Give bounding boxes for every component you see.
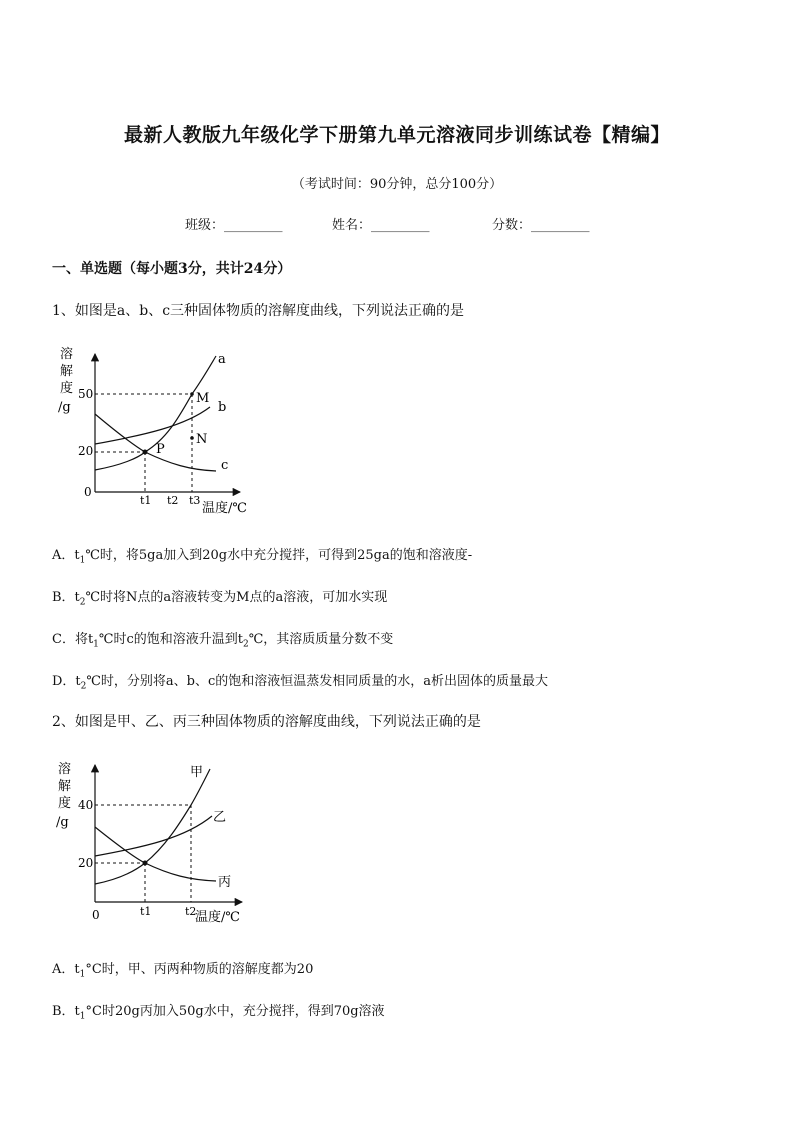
question-2-stem: 2、如图是甲、乙、丙三种固体物质的溶解度曲线，下列说法正确的是 [52,714,481,730]
page-title: 最新人教版九年级化学下册第九单元溶液同步训练试卷【精编】 [123,124,670,146]
y-label-2: 解 [60,364,74,379]
q1-option-a[interactable]: A．$t_1℃$时，将5ga加入到20g水中充分搅拌，可得到25ga的饱和溶液度- [52,548,473,566]
q1-option-c[interactable]: C．将$t_1℃$时c的饱和溶液升温到$t_2℃$，其溶质质量分数不变 [52,632,394,650]
y-tick-20: 20 [78,856,94,870]
solubility-chart-2 [50,755,265,935]
y-label-1: 溶 [58,762,72,777]
y-tick-20: 20 [78,444,94,458]
section-heading: 一、单选题（每小题3分，共计24分） [52,261,292,277]
curve-a-label: a [218,352,226,367]
x-axis-label: 温度/℃ [195,910,240,925]
solubility-chart-1 [50,340,265,520]
x-tick-t2: t2 [167,494,179,507]
x-tick-t1: t1 [140,905,152,918]
y-tick-0: 0 [84,485,92,499]
curve-yi-label: 乙 [213,810,227,825]
q1-option-d[interactable]: D．$t_2℃$时，分别将a、b、c的饱和溶液恒温蒸发相同质量的水，a析出固体的质量最大 [52,674,549,692]
point-m [190,392,194,396]
y-label-3: 度 [60,381,74,396]
class-field[interactable]: 班级：_________ [185,218,283,233]
y-label-4: /g [56,815,69,830]
y-tick-40: 40 [78,798,94,812]
curve-bing-label: 丙 [218,875,232,890]
x-tick-t1: t1 [140,494,152,507]
x-tick-t2: t2 [185,905,197,918]
q2-option-a[interactable]: A．$t_1^\circ C$时，甲、丙两种物质的溶解度都为20 [52,962,314,980]
y-tick-50: 50 [78,387,94,401]
x-axis-label: 温度/℃ [202,501,247,516]
y-label-3: 度 [58,796,72,811]
y-tick-0: 0 [92,908,100,922]
y-label-2: 解 [58,779,72,794]
curve-jia-label: 甲 [190,765,204,780]
score-field[interactable]: 分数：_________ [492,218,590,233]
y-label-4: /g [58,400,71,415]
label-n: N [196,432,208,447]
y-label-1: 溶 [60,347,74,362]
q2-option-b[interactable]: B．$t_1^\circ C$时20g丙加入50g水中，充分搅拌，得到70g溶液 [52,1004,385,1022]
x-tick-t3: t3 [189,494,201,507]
curve-b-label: b [218,400,227,415]
point-n [190,436,194,440]
curve-c-label: c [221,458,229,473]
point-p [143,450,148,455]
curve-yi [95,816,212,856]
exam-info: （考试时间：90分钟，总分100分） [291,177,503,192]
label-m: M [196,391,210,406]
intersection-point [143,861,148,866]
name-field[interactable]: 姓名：_________ [332,218,430,233]
label-p: P [156,442,165,457]
q1-option-b[interactable]: B．$t_2℃$时将N点的a溶液转变为M点的a溶液，可加水实现 [52,590,388,608]
question-1-stem: 1、如图是a、b、c三种固体物质的溶解度曲线，下列说法正确的是 [52,303,465,319]
